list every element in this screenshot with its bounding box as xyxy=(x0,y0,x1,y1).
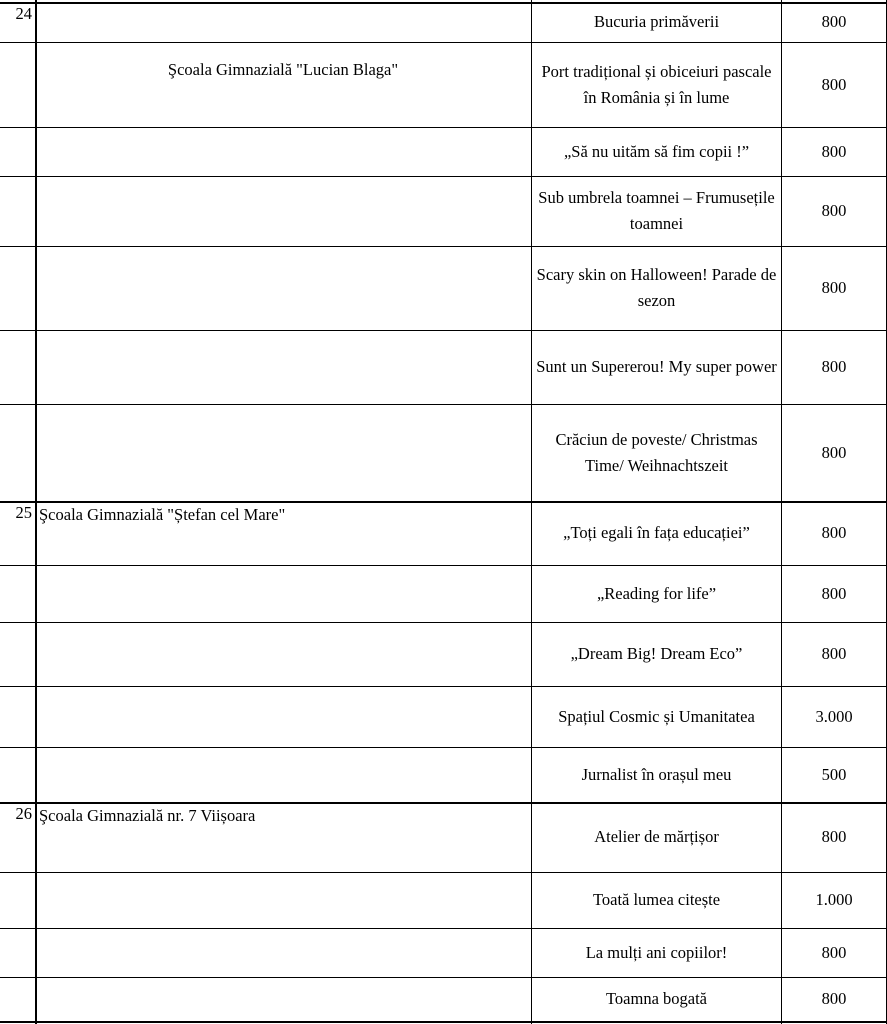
project-title-text: Port tradițional și obiceiuri pascale în România și în lume xyxy=(541,61,772,107)
project-title xyxy=(532,622,781,686)
project-title xyxy=(532,501,781,565)
project-title-text: Spațiul Cosmic și Umanitatea xyxy=(558,706,755,726)
project-title xyxy=(532,928,781,977)
project-amount: 800 xyxy=(821,74,847,94)
project-title xyxy=(532,565,781,622)
project-amount: 800 xyxy=(821,942,847,962)
project-title-text: Scary skin on Halloween! Parade de sezon xyxy=(536,265,777,310)
project-amount: 800 xyxy=(821,523,847,542)
project-amount: 1.000 xyxy=(815,890,853,909)
project-title-text: Toamna bogată xyxy=(605,989,707,1008)
project-title xyxy=(532,802,781,872)
project-amount: 800 xyxy=(821,201,847,220)
project-title-text: Jurnalist în orașul meu xyxy=(581,764,732,784)
school-name: Şcoala Gimnazială "Ștefan cel Mare" xyxy=(39,505,286,524)
project-title xyxy=(532,246,781,330)
project-amount: 800 xyxy=(821,827,847,846)
project-title-text: „Toți egali în fața educației” xyxy=(563,523,750,542)
row-border xyxy=(0,1021,887,1023)
project-amount: 500 xyxy=(821,764,847,784)
school-name: Şcoala Gimnazială nr. 7 Viișoara xyxy=(39,806,256,825)
project-amount: 800 xyxy=(821,644,847,663)
project-title-text: Crăciun de poveste/ Christmas Time/ Weihnachtszeit xyxy=(555,429,758,475)
project-title xyxy=(532,977,781,1021)
column-border xyxy=(35,0,37,1024)
project-title xyxy=(532,404,781,501)
row-number: 25 xyxy=(15,503,32,522)
row-number: 24 xyxy=(15,4,32,23)
project-amount: 800 xyxy=(821,12,847,31)
project-title-text: La mulți ani copiilor! xyxy=(585,942,728,962)
project-title-text: Atelier de mărțișor xyxy=(594,827,719,846)
project-title xyxy=(532,176,781,246)
project-title-text: Sunt un Supererou! My super power xyxy=(536,357,777,376)
school-name: Şcoala Gimnazială "Lucian Blaga" xyxy=(167,60,399,79)
project-title-text: „Reading for life” xyxy=(596,583,717,603)
project-title-text: Bucuria primăverii xyxy=(593,12,720,31)
project-title xyxy=(532,330,781,404)
project-title-text: Toată lumea citește xyxy=(592,890,721,909)
project-title-text: „Dream Big! Dream Eco” xyxy=(570,644,743,663)
project-title xyxy=(532,127,781,176)
project-title xyxy=(532,2,781,42)
project-title xyxy=(532,42,781,127)
project-amount: 800 xyxy=(821,989,847,1008)
project-amount: 800 xyxy=(821,442,847,462)
project-amount: 3.000 xyxy=(815,706,853,726)
project-amount: 800 xyxy=(821,278,847,297)
project-title-text: „Să nu uităm să fim copii !” xyxy=(563,141,750,161)
project-title xyxy=(532,747,781,802)
project-title xyxy=(532,686,781,747)
project-amount: 800 xyxy=(821,583,847,603)
project-title xyxy=(532,872,781,928)
project-amount: 800 xyxy=(821,357,847,376)
row-number: 26 xyxy=(15,804,32,823)
project-title-text: Sub umbrela toamnei – Frumusețile toamnei xyxy=(538,188,775,233)
project-amount: 800 xyxy=(821,141,847,161)
